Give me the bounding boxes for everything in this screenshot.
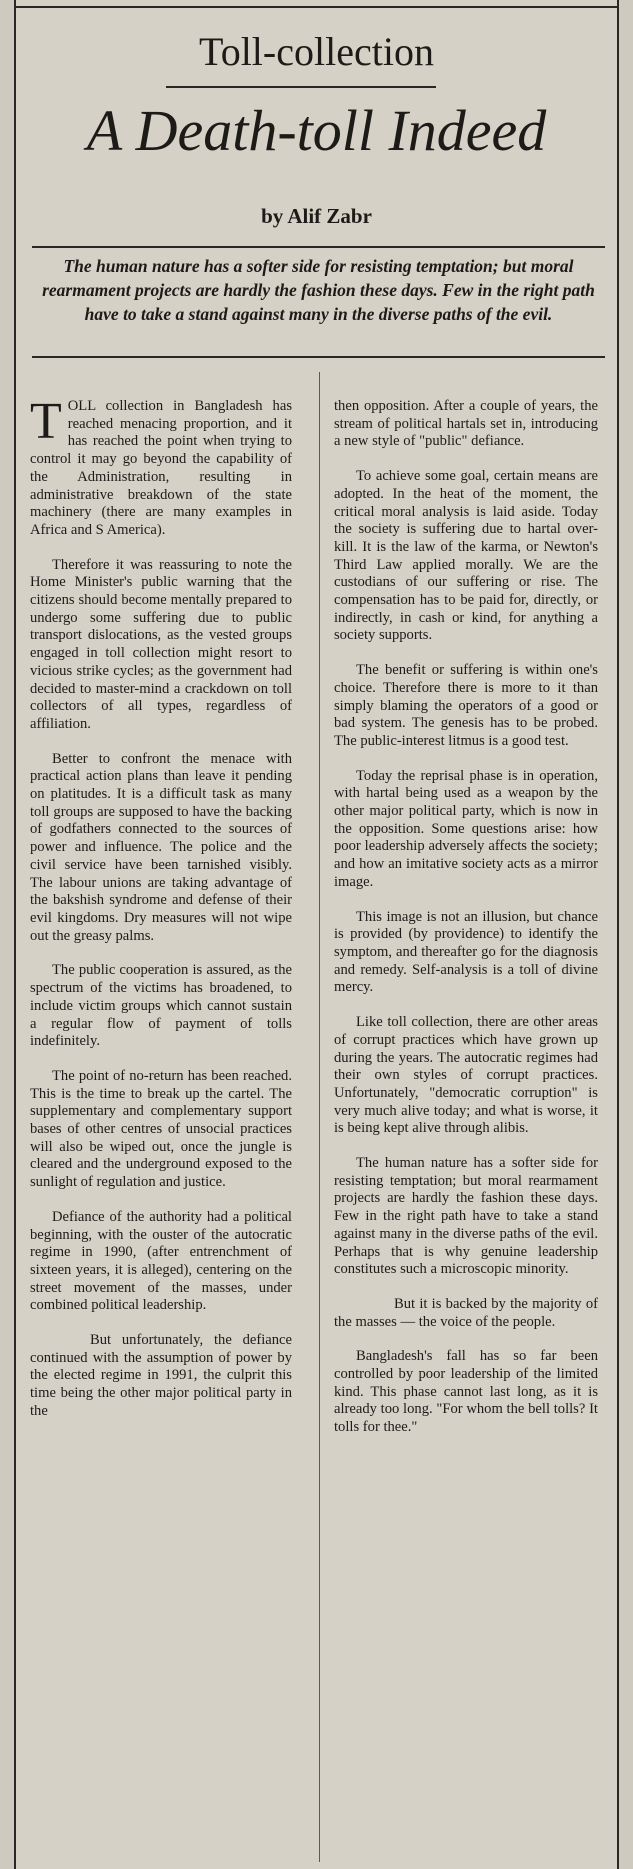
kicker: Toll-collection <box>199 29 434 74</box>
top-rule <box>16 6 617 8</box>
kicker-rule <box>166 86 436 88</box>
paragraph: The benefit or suffering is within one's choice. Therefore there is more to it than simply blaming the operators of a good or bad system. The genesis has to be probed. The public-interest litmus is a good test. <box>334 662 598 749</box>
byline: by Alif Zabr <box>261 204 372 228</box>
paragraph: Therefore it was reassuring to note the Home Minister's public warning that the citizens should become mentally prepared to undergo some suffering due to public transport dislocations, as the vested groups engaged in toll collection might resort to vicious strike cycles; as the government had decided to master-mind a crackdown on toll collectors of all types, regardless of affiliation. <box>30 556 292 732</box>
paragraph: The public cooperation is assured, as the spectrum of the victims has broadened, to include victim groups which cannot sustain a regular flow of payment of tolls indefinitely. <box>30 962 292 1050</box>
left-column <box>30 393 292 1438</box>
paragraph: The point of no-return has been reached. This is the time to break up the cartel. The supplementary and complementary support bases of other centres of unsocial practices will also be wiped out, once the jungle is cleared and the underground exposed to the sunlight of regulation and justice. <box>30 1067 292 1191</box>
article-page <box>14 0 619 1869</box>
paragraph-text: OLL collection in Bangladesh has reached menacing proportion, and it has reached the point when trying to control it may go beyond the capability of the Administration, resulting in administrative breakdown of the state machinery (there are many examples in Africa and S America). <box>30 398 292 538</box>
headline: A Death-toll Indeed <box>86 98 547 163</box>
paragraph: This image is not an illusion, but chance is provided (by providence) to identify the symptom, and thereafter go for the diagnosis and remedy. Self-analysis is a toll of divine mercy. <box>334 908 598 996</box>
paragraph: Like toll collection, there are other areas of corrupt practices which have grown up during the years. The autocratic regimes had their own styles of corrupt practices. Unfortunately, "democratic corruption" is very much alive today; and what is worse, it is being kept alive through alibis. <box>334 1014 598 1137</box>
paragraph: then opposition. After a couple of years, the stream of political hartals set in, introducing a new style of "public" defiance. <box>334 398 598 450</box>
paragraph: But it is backed by the majority of the masses — the voice of the people. <box>334 1295 598 1330</box>
paragraph: Bangladesh's fall has so far been controlled by poor leadership of the limited kind. This phase cannot last long, as it is already too long. "For whom the bell tolls? It tolls for thee." <box>334 1348 598 1436</box>
paragraph <box>30 393 292 540</box>
deck-rule-top <box>32 246 605 248</box>
deck: The human nature has a softer side for resisting temptation; but moral rearmament projects are hardly the fashion these days. Few in the right path have to take a stand against many in the diverse paths of the evil. <box>42 256 595 324</box>
paragraph: But unfortunately, the defiance continued with the assumption of power by the elected regime in 1991, the culprit this time being the other major political party in the <box>30 1332 292 1419</box>
paragraph: Better to confront the menace with practical action plans than leave it pending on platitudes. It is a difficult task as many toll groups are supposed to have the backing of godfathers connected to the sources of power and influence. The police and the civil service have been tarnished visibly. The labour unions are taking advantage of the bakshish syndrome and defense of their evil kingdoms. Dry measures will not wipe out the greasy palms. <box>30 750 292 944</box>
column-divider <box>319 372 320 1862</box>
deck-rule-bottom <box>32 356 605 358</box>
paragraph: The human nature has a softer side for resisting temptation; but moral rearmament projects are hardly the fashion these days. Few in the right path have to take a stand against many in the diverse paths of the evil. Perhaps that is why genuine leadership constitutes such a microscopic minority. <box>334 1155 598 1278</box>
paragraph: Today the reprisal phase is in operation, with hartal being used as a weapon by the other major political party, which is now in the opposition. Some questions arise: how poor leadership adversely affects the society; and how an imitative society acts as a mirror image. <box>334 767 598 890</box>
paragraph: Defiance of the authority had a political beginning, with the ouster of the autocratic regime in 1990, (after entrenchment of sixteen years, it is alleged), centering on the street movement of the masses, under combined political leadership. <box>30 1208 292 1314</box>
paragraph: To achieve some goal, certain means are adopted. In the heat of the moment, the critical moral analysis is laid aside. Today the society is suffering due to hartal over-kill. It is the law of the karma, or Newton's Third Law applied morally. We are the custodians of our suffering or rise. The compensation has to be paid for, directly, or indirectly, in cash or kind, for anything a society supports. <box>334 468 598 644</box>
drop-cap: T <box>30 393 62 450</box>
right-column <box>334 398 598 1454</box>
